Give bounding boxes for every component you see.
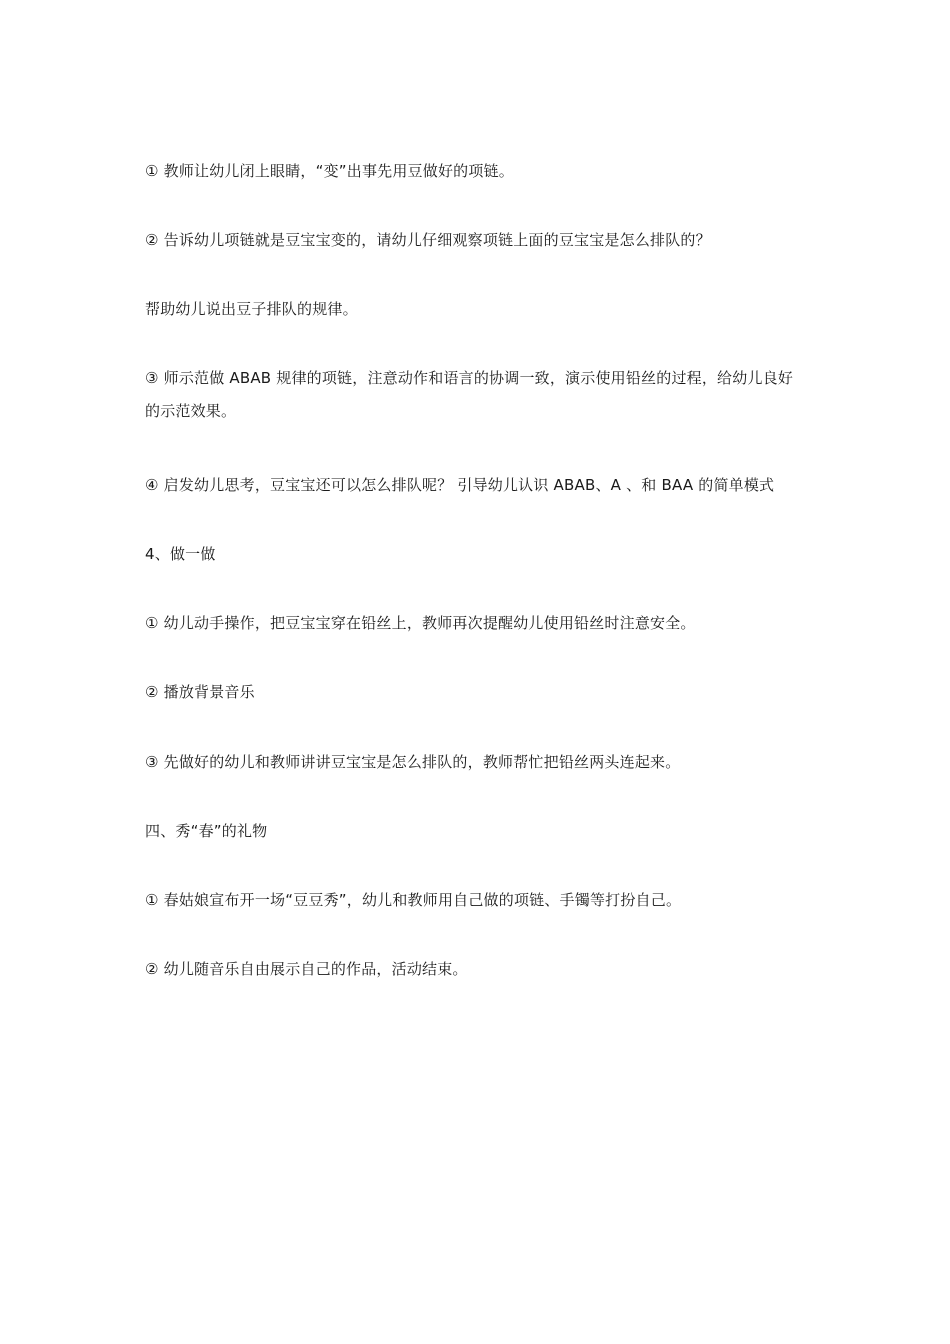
- step-teacher-demo-line1: ③ 师示范做 ABAB 规律的项链，注意动作和语言的协调一致，演示使用铅丝的过程，给幼儿良好: [145, 369, 794, 387]
- step-talk-pattern: ③ 先做好的幼儿和教师讲讲豆宝宝是怎么排队的，教师帮忙把铅丝两头连起来。: [145, 753, 681, 771]
- step-teacher-demo-line2: 的示范效果。: [145, 402, 237, 420]
- step-observe-necklace: ② 告诉幼儿项链就是豆宝宝变的，请幼儿仔细观察项链上面的豆宝宝是怎么排队的？: [145, 231, 711, 249]
- step-play-music: ② 播放背景音乐: [145, 683, 255, 701]
- section-heading-do: 4、做一做: [145, 545, 216, 563]
- step-children-operate: ① 幼儿动手操作，把豆宝宝穿在铅丝上，教师再次提醒幼儿使用铅丝时注意安全。: [145, 614, 696, 632]
- step-say-pattern: 帮助幼儿说出豆子排队的规律。: [145, 300, 358, 318]
- step-free-display: ② 幼儿随音乐自由展示自己的作品，活动结束。: [145, 960, 468, 978]
- step-close-eyes: ① 教师让幼儿闭上眼睛，“变”出事先用豆做好的项链。: [145, 162, 514, 180]
- section-heading-show: 四、秀“春”的礼物: [145, 822, 268, 840]
- step-think-patterns: ④ 启发幼儿思考，豆宝宝还可以怎么排队呢？ 引导幼儿认识 ABAB、A 、和 BAA 的简单模式: [145, 476, 775, 494]
- step-bean-show: ① 春姑娘宣布开一场“豆豆秀”，幼儿和教师用自己做的项链、手镯等打扮自己。: [145, 891, 682, 909]
